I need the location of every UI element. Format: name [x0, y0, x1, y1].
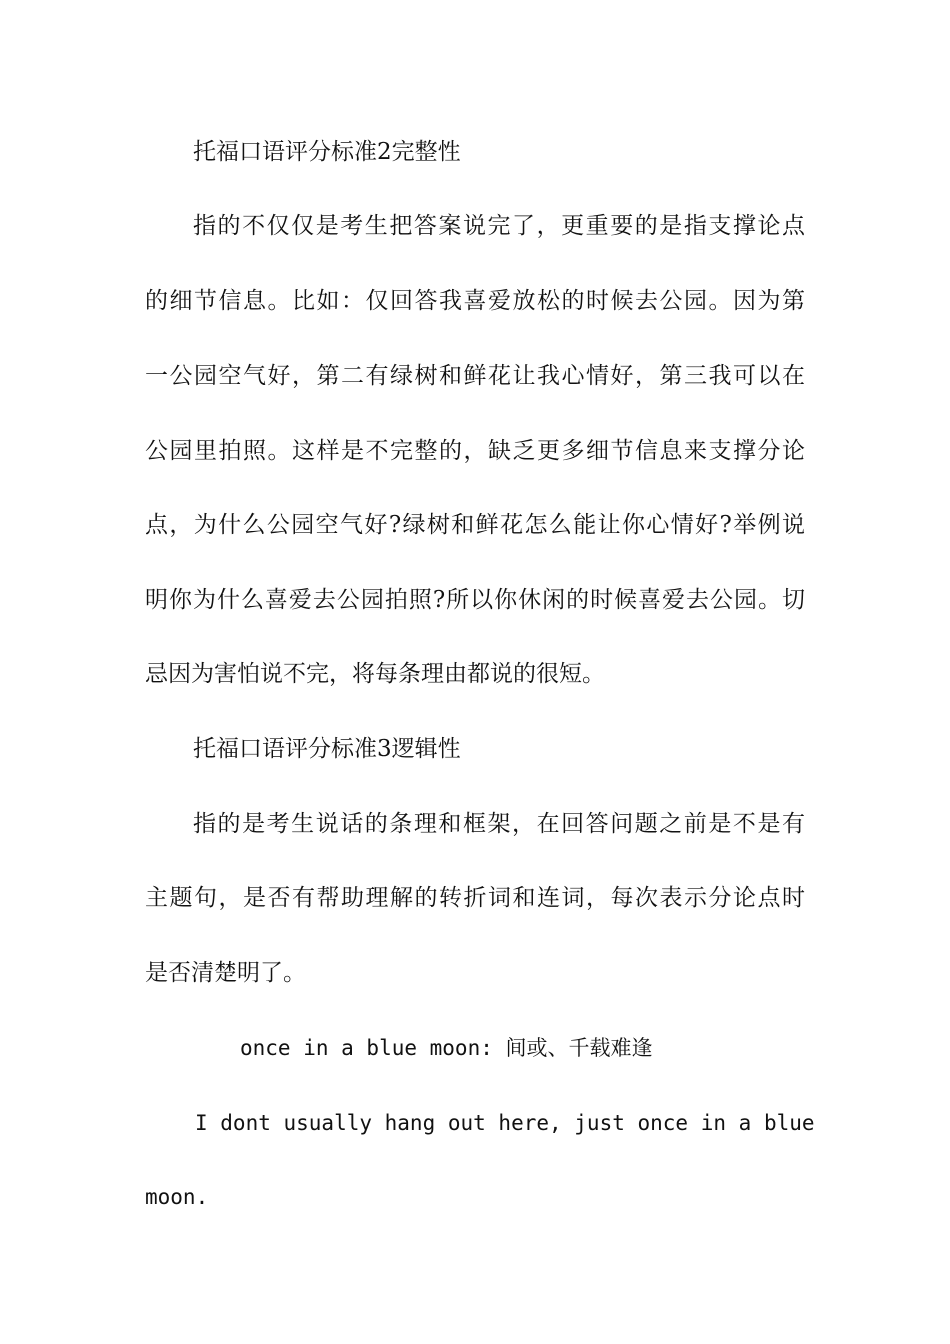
completeness-line-1: 指的不仅仅是考生把答案说完了，更重要的是指支撑论点	[193, 213, 805, 239]
idiom-example-line-1: I dont usually hang out here, just once in a blue	[195, 1111, 815, 1135]
completeness-line-6: 明你为什么喜爱去公园拍照?所以你休闲的时候喜爱去公园。切	[145, 587, 805, 613]
idiom-example-line-2: moon.	[145, 1185, 209, 1209]
completeness-line-4: 公园里拍照。这样是不完整的，缺乏更多细节信息来支撑分论	[145, 438, 805, 464]
completeness-line-2: 的细节信息。比如：仅回答我喜爱放松的时候去公园。因为第	[145, 288, 805, 314]
idiom-phrase	[240, 1033, 800, 1063]
logic-line-3: 是否清楚明了。	[145, 960, 306, 986]
completeness-line-3: 一公园空气好，第二有绿树和鲜花让我心情好，第三我可以在	[145, 363, 805, 389]
heading-logic: 托福口语评分标准3逻辑性	[193, 736, 461, 762]
completeness-line-7: 忌因为害怕说不完，将每条理由都说的很短。	[145, 661, 605, 687]
logic-line-2: 主题句，是否有帮助理解的转折词和连词，每次表示分论点时	[145, 885, 805, 911]
logic-line-1: 指的是考生说话的条理和框架，在回答问题之前是不是有	[193, 811, 805, 837]
heading-completeness: 托福口语评分标准2完整性	[193, 139, 461, 165]
idiom-phrase-text: once in a blue moon: 间或、千载难逢	[240, 1036, 653, 1060]
completeness-line-5: 点，为什么公园空气好?绿树和鲜花怎么能让你心情好?举例说	[145, 512, 805, 538]
